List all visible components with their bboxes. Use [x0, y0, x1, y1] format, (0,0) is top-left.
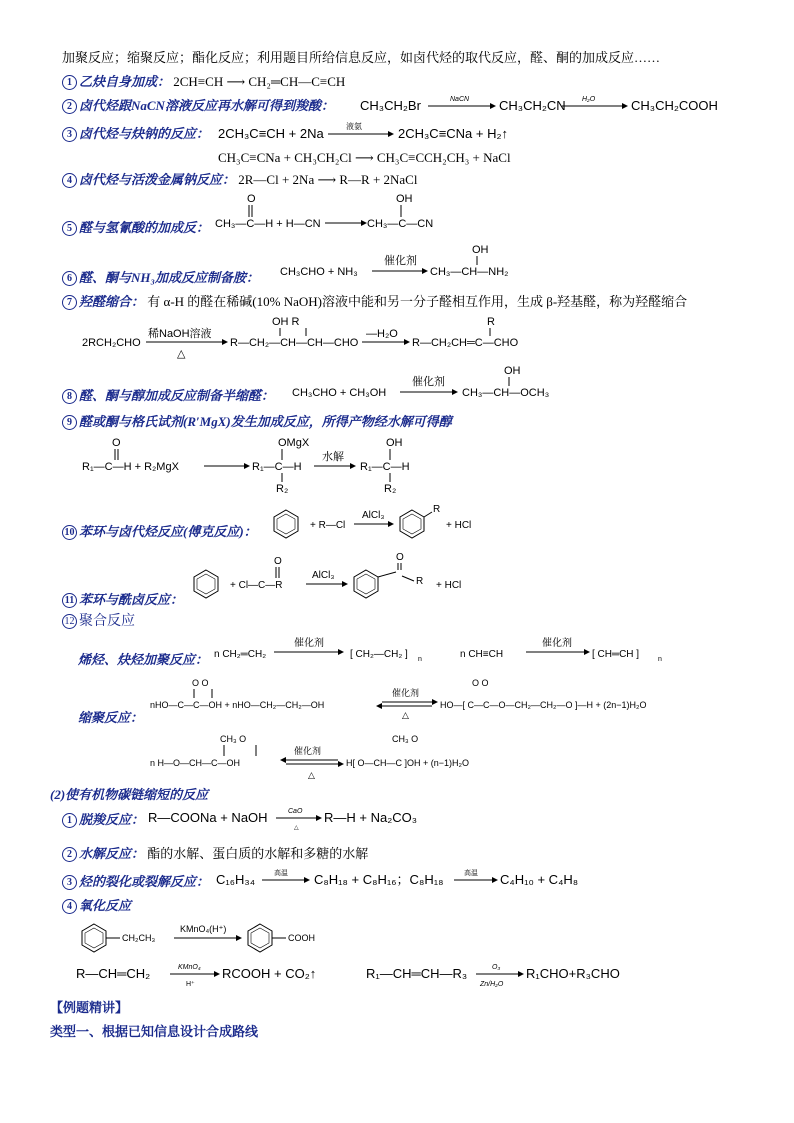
item-4: 4 卤代烃与活泼金属钠反应： 2R—Cl + 2Na ⟶ R—R + 2NaCl [62, 172, 417, 188]
svg-text:OH: OH [386, 437, 403, 449]
svg-text:CH₂CH₃: CH₂CH₃ [122, 933, 156, 943]
section2-title: (2)使有机物碳链缩短的反应 [50, 787, 209, 802]
svg-text:O O: O O [192, 678, 209, 688]
svg-text:n CH≡CH: n CH≡CH [460, 649, 504, 660]
svg-text:n CH₂═CH₂: n CH₂═CH₂ [214, 649, 267, 660]
svg-text:CH₃ O: CH₃ O [220, 734, 247, 744]
svg-text:催化剂: 催化剂 [294, 638, 324, 649]
item-7: 7 羟醛缩合： 有 α-H 的醛在稀碱(10% NaOH)溶液中能和另一分子醛相互作用，生成 β-羟基醛，称为羟醛缩合 [62, 294, 687, 310]
svg-text:OH: OH [396, 193, 413, 205]
item-2-cond1: NaCN [450, 96, 470, 103]
intro-text: 加聚反应；缩聚反应；酯化反应；利用题目所给信息反应，如卤代烃的取代反应，醛、酮的加成反应…… [62, 50, 661, 65]
item-7-desc: 有 α-H 的醛在稀碱(10% NaOH)溶液中能和另一分子醛相互作用，生成 β-羟基醛，称为羟醛缩合 [147, 294, 688, 309]
item-4-title: 卤代烃与活泼金属钠反应： [79, 172, 236, 187]
svg-text:R—H + Na₂CO₃: R—H + Na₂CO₃ [324, 810, 418, 825]
svg-text:O₃: O₃ [492, 964, 501, 971]
svg-text:CH₃—CH—OCH₃: CH₃—CH—OCH₃ [462, 387, 550, 399]
svg-text:2CH₃C≡CNa + H₂↑: 2CH₃C≡CNa + H₂↑ [398, 126, 509, 141]
svg-text:OH: OH [504, 365, 521, 377]
condensation-label: 缩聚反应： [78, 710, 144, 725]
svg-text:CaO: CaO [288, 808, 303, 815]
svg-text:O: O [112, 437, 121, 449]
addition-polymerization [214, 632, 674, 666]
item-5-structure [215, 192, 475, 236]
item-9: 9 醛或酮与格氏试剂(R′MgX)发生加成反应，所得产物经水解可得醇 [62, 414, 452, 430]
item-10-cond: AlCl₃ [362, 510, 385, 521]
svg-text:R—CH₂CH═C—CHO: R—CH₂CH═C—CHO [412, 337, 519, 349]
example-title: 【例题精讲】 [50, 1000, 129, 1015]
svg-text:R—CH₂—CH—CH—CHO: R—CH₂—CH—CH—CHO [230, 337, 359, 349]
item-10-title: 苯环与卤代烃反应(傅克反应)： [79, 524, 257, 539]
svg-text:n H—O—CH—C—OH: n H—O—CH—C—OH [150, 758, 241, 768]
svg-text:C₈H₁₈ + C₈H₁₆；C₈H₁₈: C₈H₁₈ + C₈H₁₆；C₈H₁₈ [314, 872, 444, 887]
s2-item-4: 4 氧化反应 [62, 898, 131, 914]
item-3: 3 卤代烃与炔钠的反应： [62, 126, 209, 142]
svg-text:COOH: COOH [288, 933, 315, 943]
svg-text:CH₃ O: CH₃ O [392, 734, 419, 744]
type1-title: 类型一、根据已知信息设计合成路线 [50, 1024, 259, 1039]
svg-text:催化剂: 催化剂 [542, 638, 572, 649]
svg-text:高温: 高温 [274, 870, 288, 877]
item-10-structure [270, 502, 490, 546]
svg-text:H[ O—CH—C ]OH + (n−1)H₂O: H[ O—CH—C ]OH + (n−1)H₂O [346, 758, 470, 768]
svg-text:CH₃—C—H + H—CN: CH₃—C—H + H—CN [215, 218, 321, 230]
item-8-cond: 催化剂 [412, 376, 445, 388]
s2-item-3-eq [216, 866, 596, 890]
svg-text:催化剂: 催化剂 [392, 688, 420, 698]
svg-text:C₄H₁₀ + C₄H₈: C₄H₁₀ + C₄H₈ [500, 872, 579, 887]
svg-text:R₂: R₂ [384, 483, 397, 495]
condensation-polymerization-1 [150, 676, 750, 720]
svg-text:R: R [487, 316, 495, 328]
svg-text:高温: 高温 [464, 870, 478, 877]
svg-text:CH₃—CH—NH₂: CH₃—CH—NH₂ [430, 266, 509, 278]
item-2-product: CH₃CH₂COOH [631, 98, 718, 113]
svg-text:R—CH═CH₂: R—CH═CH₂ [76, 966, 151, 981]
item-9-title: 醛或酮与格氏试剂(R′MgX)发生加成反应，所得产物经水解可得醇 [79, 414, 452, 429]
svg-text:[ CH₂—CH₂ ]: [ CH₂—CH₂ ] [350, 649, 408, 660]
item-11: 11 苯环与酰卤反应： [62, 592, 183, 608]
item-6: 6 醛、酮与NH₃加成反应制备胺： [62, 270, 259, 286]
svg-text:R₁—CH═CH—R₃: R₁—CH═CH—R₃ [366, 966, 468, 981]
svg-text:H⁺: H⁺ [186, 981, 195, 988]
item-3-cond: 液氨 [346, 122, 362, 131]
item-2-equation [360, 92, 720, 116]
item-5: 5 醛与氢氰酸的加成反： [62, 220, 209, 236]
svg-text:[ CH═CH ]: [ CH═CH ] [592, 649, 640, 660]
svg-text:R₂: R₂ [276, 483, 289, 495]
item-2-cond2: H₂O [582, 96, 596, 103]
svg-text:2RCH₂CHO: 2RCH₂CHO [82, 337, 141, 349]
svg-text:R: R [433, 504, 441, 515]
item-3-title: 卤代烃与炔钠的反应： [79, 126, 210, 141]
svg-text:RCOOH + CO₂↑: RCOOH + CO₂↑ [222, 966, 317, 981]
item-1-eq: 2CH≡CH ⟶ CH₂═CH—C≡CH [173, 74, 346, 89]
item-2: 2 卤代烃跟NaCN溶液反应再水解可得到羧酸： [62, 98, 334, 114]
item-2-mid: CH₃CH₂CN [499, 98, 566, 113]
svg-text:△: △ [402, 710, 409, 720]
svg-text:nHO—C—C—OH + nHO—CH₂—CH₂—OH: nHO—C—C—OH + nHO—CH₂—CH₂—OH [150, 700, 325, 710]
s2-item-1: 1 脱羧反应： [62, 812, 144, 828]
item-8-structure [292, 362, 592, 406]
svg-text:△: △ [308, 770, 315, 780]
item-1 [62, 74, 345, 90]
item-1-title: 1 乙炔自身加成： [62, 74, 170, 89]
s2-item-2: 2 水解反应： 酯的水解、蛋白质的水解和多糖的水解 [62, 846, 368, 862]
s2-item-4-toluene [76, 918, 356, 962]
svg-text:O: O [274, 556, 282, 567]
item-12-title: 聚合反应 [79, 614, 135, 629]
s2-item-1-eq [148, 804, 448, 832]
svg-text:+ Cl—C—R: + Cl—C—R [230, 580, 283, 591]
item-11-structure [190, 548, 480, 608]
svg-text:CH₃CHO + CH₃OH: CH₃CHO + CH₃OH [292, 387, 387, 399]
svg-text:O: O [247, 193, 256, 205]
svg-text:R₁CHO+R₃CHO: R₁CHO+R₃CHO [526, 966, 620, 981]
item-10: 10 苯环与卤代烃反应(傅克反应)： [62, 524, 257, 540]
svg-text:n: n [658, 656, 662, 663]
item-12: 12 聚合反应 [62, 614, 135, 630]
item-8: 8 醛、酮与醇加成反应制备半缩醛： [62, 388, 274, 404]
item-9-structure [82, 434, 442, 498]
s2-item-3: 3 烃的裂化或裂解反应： [62, 874, 209, 890]
item-6-title: 醛、酮与NH₃加成反应制备胺： [79, 270, 260, 285]
item-4-eq: 2R—Cl + 2Na ⟶ R—R + 2NaCl [238, 172, 418, 187]
svg-text:KMnO₄(H⁺): KMnO₄(H⁺) [180, 924, 227, 934]
svg-text:R: R [416, 576, 424, 587]
item-6-structure [280, 242, 540, 286]
item-7-cond2: —H₂O [366, 328, 398, 340]
svg-text:催化剂: 催化剂 [294, 746, 322, 756]
svg-text:+ HCl: + HCl [436, 580, 462, 591]
svg-text:O: O [396, 552, 404, 563]
svg-text:R₁—C—H: R₁—C—H [360, 461, 410, 473]
svg-text:CH₃—C—CN: CH₃—C—CN [367, 218, 434, 230]
item-9-cond: 水解 [322, 451, 344, 463]
item-3-equation [218, 120, 538, 144]
s2-item-4-alkenes [76, 962, 656, 992]
item-7-title: 羟醛缩合： [79, 294, 145, 309]
svg-text:+ R—Cl: + R—Cl [310, 520, 346, 531]
svg-text:R₁—C—H + R₂MgX: R₁—C—H + R₂MgX [82, 461, 179, 473]
item-6-cond: 催化剂 [384, 255, 417, 267]
svg-text:KMnO₄: KMnO₄ [178, 964, 201, 971]
item-11-title: 苯环与酰卤反应： [79, 592, 184, 607]
item-3-eq2: CH₃C≡CNa + CH₃CH₂Cl ⟶ CH₃C≡CCH₂CH₃ + NaCl [218, 150, 511, 165]
condensation-polymerization-2 [150, 730, 570, 780]
addition-label: 烯烃、炔烃加聚反应： [78, 652, 209, 667]
svg-text:CH₃CHO + NH₃: CH₃CHO + NH₃ [280, 266, 358, 278]
item-2-title: 卤代烃跟NaCN溶液反应再水解可得到羧酸： [79, 98, 334, 113]
svg-text:2CH₃C≡CH + 2Na: 2CH₃C≡CH + 2Na [218, 126, 324, 141]
svg-text:Zn/H₂O: Zn/H₂O [480, 981, 504, 988]
svg-text:C₁₆H₃₄: C₁₆H₃₄ [216, 872, 256, 887]
svg-text:R—COONa + NaOH: R—COONa + NaOH [148, 810, 268, 825]
item-2-reactant: CH₃CH₂Br [360, 98, 421, 113]
svg-text:OMgX: OMgX [278, 437, 310, 449]
svg-text:△: △ [294, 825, 299, 831]
item-7-cond1: 稀NaOH溶液 [148, 328, 212, 340]
item-5-title: 醛与氢氰酸的加成反： [79, 220, 210, 235]
svg-text:n: n [418, 656, 422, 663]
svg-text:HO—[ C—C—O—CH₂—CH₂—O ]—H + (2n: HO—[ C—C—O—CH₂—CH₂—O ]—H + (2n−1)H₂O [440, 700, 647, 710]
item-8-title: 醛、酮与醇加成反应制备半缩醛： [79, 388, 275, 403]
svg-text:O O: O O [472, 678, 489, 688]
item-7-structure [82, 312, 542, 362]
svg-text:OH R: OH R [272, 316, 300, 328]
item-11-cond: AlCl₃ [312, 570, 335, 581]
svg-text:+ HCl: + HCl [446, 520, 472, 531]
svg-text:R₁—C—H: R₁—C—H [252, 461, 302, 473]
svg-text:△: △ [177, 348, 186, 360]
svg-text:OH: OH [472, 244, 489, 256]
